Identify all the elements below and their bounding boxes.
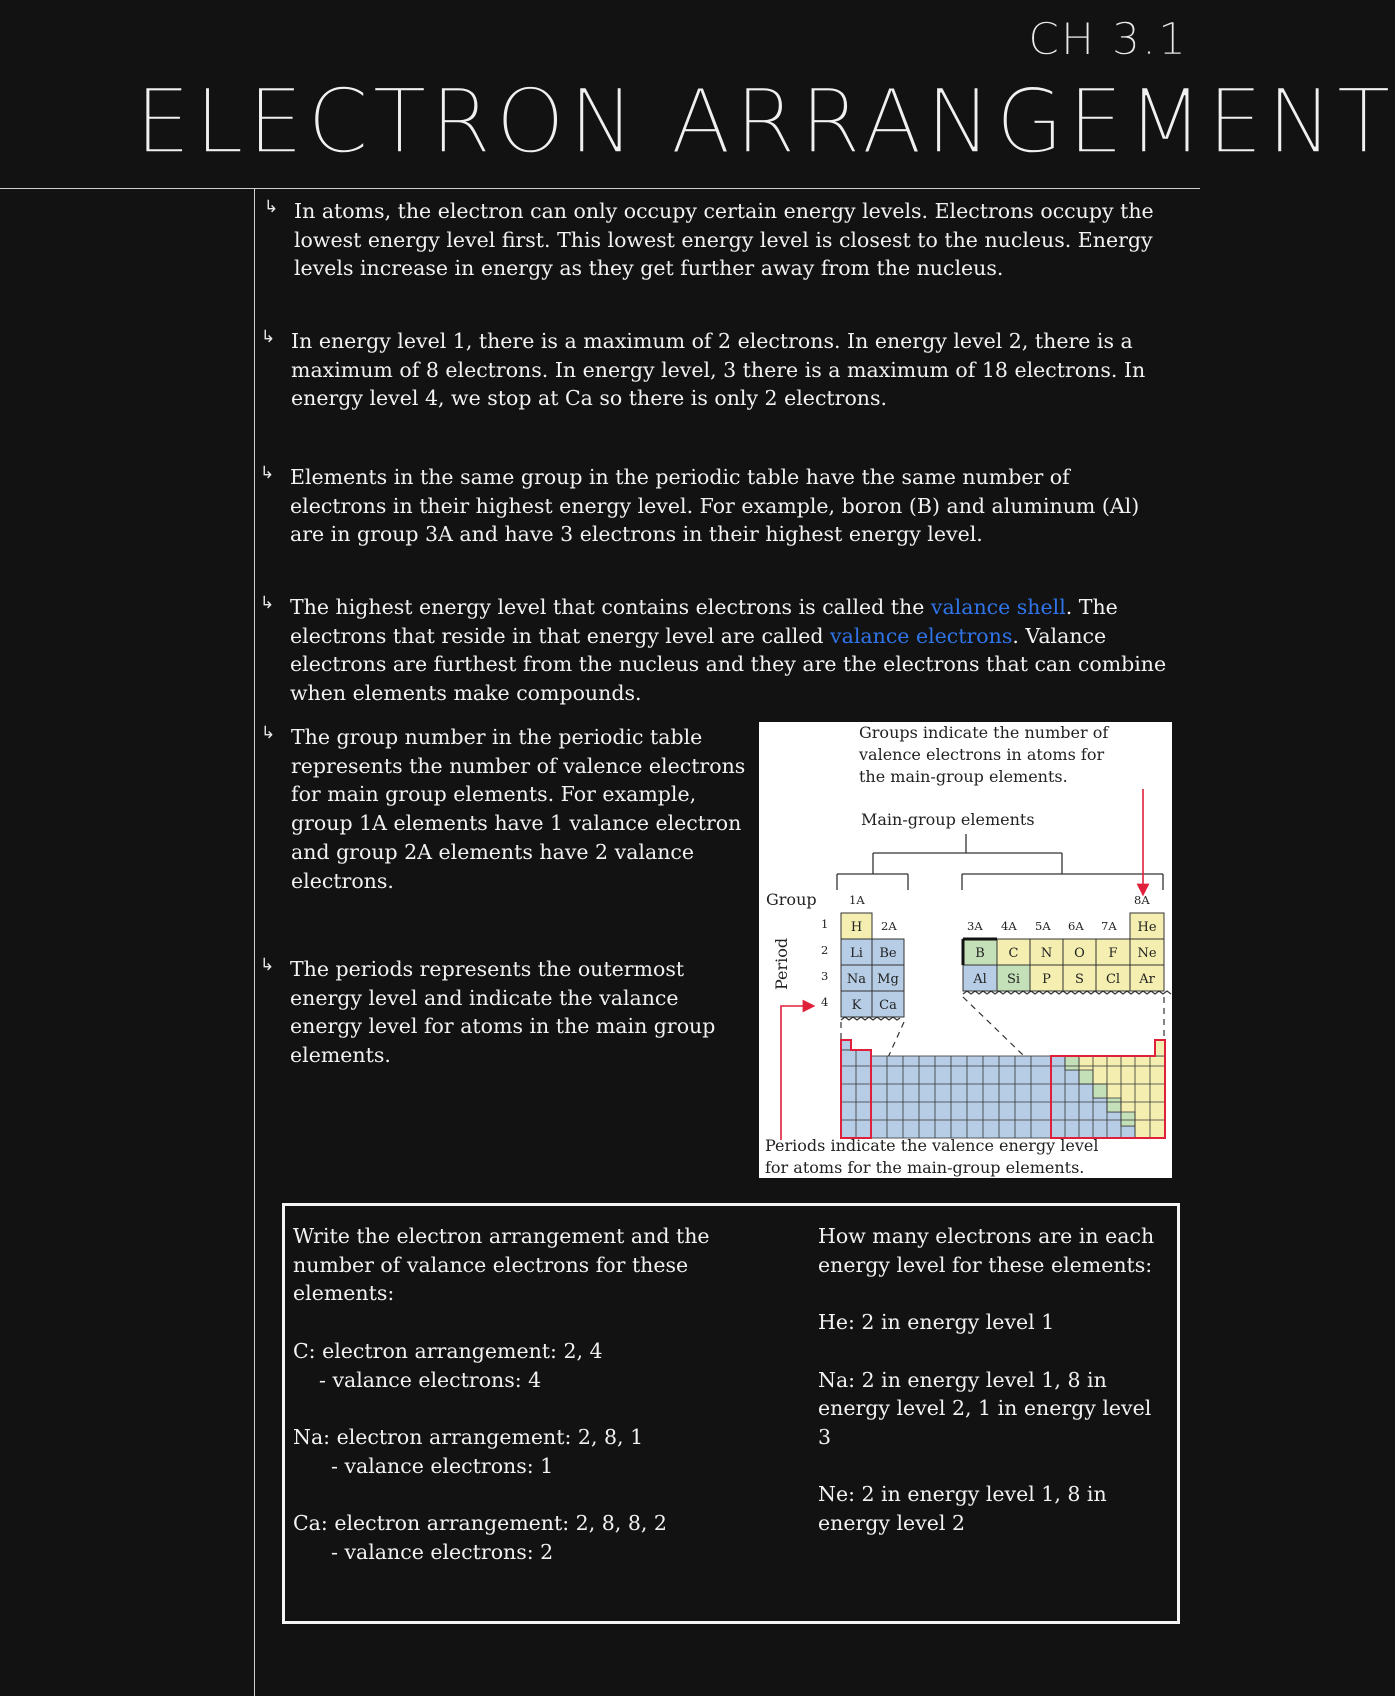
chapter-label: CH 3.1 (1028, 14, 1188, 65)
caption-top-line-1: Groups indicate the number of (859, 723, 1109, 742)
period-label: Period (772, 937, 791, 990)
bullet-arrow-icon: ↳ (260, 463, 275, 483)
bullet-arrow-icon: ↳ (261, 723, 276, 743)
note-text: The group number in the periodic table represents the number of valence electrons for main group elements. For example, group 1A elements have 1 valance electron and group 2A elements have 2 valance electrons. (291, 725, 746, 893)
period-4: 4 (821, 995, 829, 1009)
symbol-s: S (1075, 972, 1084, 987)
note-2 (261, 327, 1153, 413)
note-text: . Valance electrons are furthest from the nucleus and they are the electrons that can combine when elements make compounds. (290, 623, 1167, 706)
answer-he-levels: He: 2 in energy level 1 (818, 1310, 1055, 1335)
note-3 (260, 463, 1156, 549)
note-text: The highest energy level that contains electrons is called the (290, 595, 931, 619)
exercise-right-column (818, 1222, 1158, 1538)
symbol-li: Li (850, 946, 863, 961)
symbol-c: C (1008, 946, 1019, 961)
symbol-na: Na (846, 972, 867, 987)
symbol-ne: Ne (1137, 946, 1157, 961)
note-5 (261, 723, 749, 895)
symbol-mg: Mg (877, 972, 899, 987)
symbol-b: B (975, 946, 985, 961)
symbol-si: Si (1006, 972, 1021, 987)
group-1a: 1A (849, 893, 865, 907)
exercise-left-column (293, 1222, 763, 1566)
symbol-cl: Cl (1105, 972, 1121, 987)
bullet-arrow-icon: ↳ (260, 955, 275, 975)
answer-na-valence: - valance electrons: 1 (331, 1453, 554, 1478)
group-2a: 2A (881, 919, 897, 933)
caption-top-line-2: valence electrons in atoms for (859, 745, 1105, 764)
symbol-p: P (1042, 972, 1051, 987)
symbol-n: N (1040, 946, 1053, 961)
symbol-h: H (850, 920, 863, 935)
group-8a: 8A (1134, 893, 1150, 907)
exercise-left-prompt: Write the electron arrangement and the number of valance electrons for these elements: (293, 1224, 710, 1306)
symbol-o: O (1074, 946, 1085, 961)
term-valance-shell: valance shell (930, 595, 1066, 619)
answer-c-arrangement: C: electron arrangement: 2, 4 (293, 1338, 603, 1363)
note-text: Elements in the same group in the periodic table have the same number of electrons in their highest energy level. For example, boron (B) and aluminum (Al) are in group 3A and have 3 electrons in their highest energy level. (290, 465, 1140, 547)
answer-na-arrangement: Na: electron arrangement: 2, 8, 1 (293, 1424, 644, 1449)
symbol-f: F (1108, 946, 1118, 961)
bullet-arrow-icon: ↳ (264, 197, 279, 217)
main-group-bracket (837, 834, 1163, 890)
header-divider (0, 188, 1200, 189)
symbol-ar: Ar (1139, 972, 1155, 987)
period-1: 1 (821, 917, 829, 931)
bullet-arrow-icon: ↳ (261, 327, 276, 347)
bullet-arrow-icon: ↳ (260, 593, 275, 613)
group-label: Group (766, 890, 817, 909)
period-2: 2 (821, 943, 829, 957)
symbol-k: K (851, 998, 862, 1013)
note-text: . The electrons that reside in that energy level are called (290, 595, 1118, 648)
answer-na-levels: Na: 2 in energy level 1, 8 in energy level 2, 1 in energy level 3 (818, 1367, 1152, 1449)
page-title: ELECTRON ARRANGEMENT (135, 70, 1395, 173)
caption-top-line-3: the main-group elements. (859, 767, 1068, 786)
answer-ne-levels: Ne: 2 in energy level 1, 8 in energy level 2 (818, 1482, 1107, 1536)
main-group-label: Main-group elements (861, 810, 1035, 829)
group-4a: 4A (1001, 919, 1017, 933)
symbol-be: Be (879, 946, 897, 961)
note-1 (264, 197, 1166, 283)
symbol-ca: Ca (879, 998, 897, 1013)
caption-bottom-line-2: for atoms for the main-group elements. (765, 1158, 1085, 1177)
exercise-box (282, 1203, 1180, 1624)
answer-ca-valence: - valance electrons: 2 (331, 1539, 554, 1564)
margin-divider (254, 188, 255, 1696)
symbol-al: Al (973, 972, 987, 987)
periods-arrow (781, 1006, 809, 1140)
note-6 (260, 955, 748, 1070)
caption-bottom-line-1: Periods indicate the valence energy level (765, 1136, 1099, 1155)
note-4 (260, 593, 1168, 708)
note-text: The periods represents the outermost energy level and indicate the valance energy level for atoms in the main group elements. (290, 957, 716, 1068)
group-6a: 6A (1068, 919, 1084, 933)
symbol-he: He (1137, 920, 1157, 935)
answer-ca-arrangement: Ca: electron arrangement: 2, 8, 8, 2 (293, 1511, 667, 1536)
note-text: In energy level 1, there is a maximum of 2 electrons. In energy level 2, there is a maximum of 8 electrons. In energy level, 3 there is a maximum of 18 electrons. In energy level 4, we stop at Ca so there is only 2 electrons. (291, 329, 1146, 411)
answer-c-valence: - valance electrons: 4 (319, 1367, 542, 1392)
exercise-right-prompt: How many electrons are in each energy level for these elements: (818, 1224, 1155, 1277)
group-7a: 7A (1101, 919, 1117, 933)
group-5a: 5A (1035, 919, 1051, 933)
group-3a: 3A (967, 919, 983, 933)
term-valance-electrons: valance electrons (830, 623, 1013, 648)
note-text: In atoms, the electron can only occupy certain energy levels. Electrons occupy the lowest energy level first. This lowest energy level is closest to the nucleus. Energy levels increase in energy as they get further away from the nucleus. (294, 199, 1154, 281)
period-3: 3 (821, 969, 829, 983)
periodic-table-figure (759, 722, 1172, 1178)
